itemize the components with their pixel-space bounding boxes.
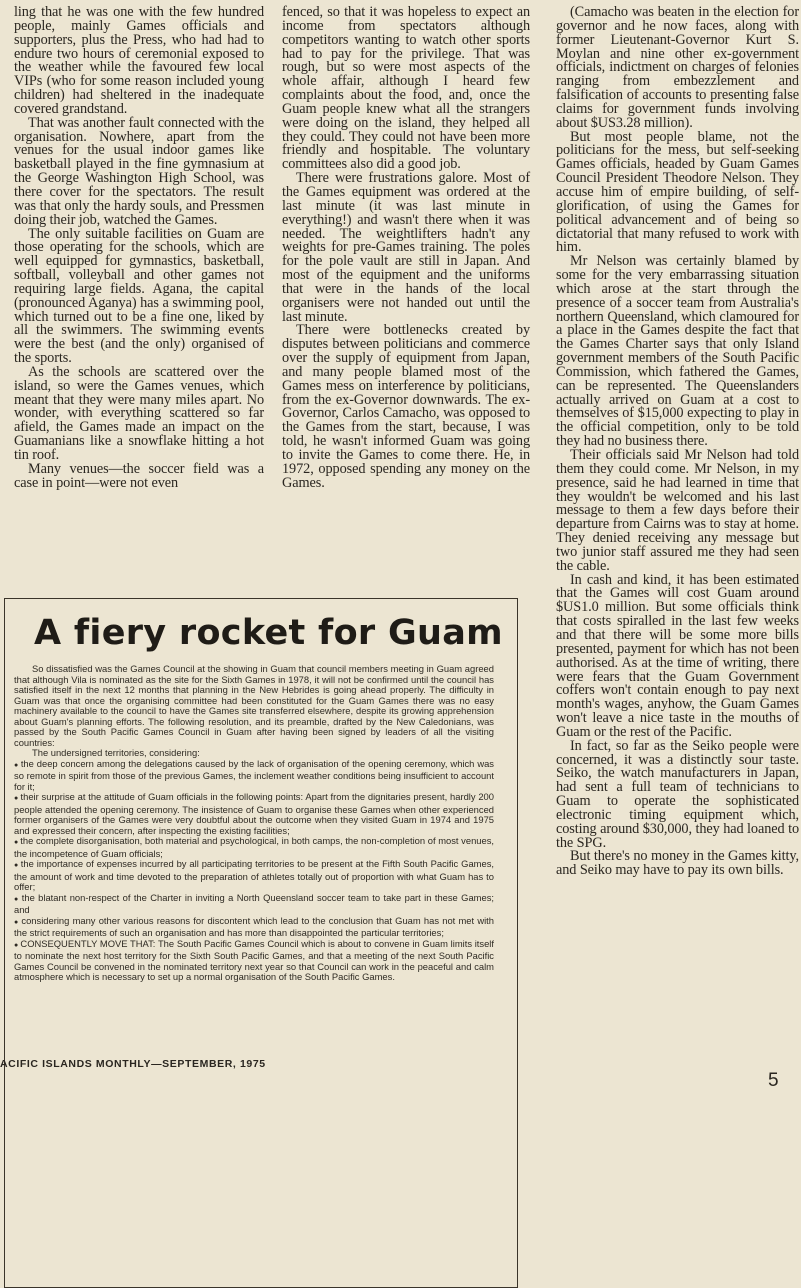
paragraph: ling that he was one with the few hundred people, mainly Games officials and supporters, plus the Press, who had had to endure two hours of ceremonial exposed to the weather while the favoured few local VIPs (who for some reason included young children) had sheltered in the inadequate covered grandstand.: [14, 4, 264, 117]
page-number: 5: [768, 1070, 779, 1091]
boxed-paragraph: The undersigned territories, considering:: [32, 747, 200, 758]
paragraph: The only suitable facilities on Guam are those operating for the schools, which are well equipped for gymnastics, basketball, softball, volleyball and other games not requiring large fields. Agana, the capital (pronounced Aganya) has a swimming pool, which turned out to be a fine one, liked by all the swimmers. The swimming events were the best (and the only) organised of the sports.: [14, 225, 264, 367]
paragraph: That was another fault connected with the organisation. Nowhere, apart from the venues for the usual indoor games like basketball played in the fine gymnasium at the George Washington High School, was there cover for the spectators. The result was that only the hardy souls, and Pressmen doing their job, watched the Games.: [14, 114, 264, 228]
article-column-1: [14, 6, 264, 491]
paragraph: But there's no money in the Games kitty, and Seiko may have to pay its own bills.: [556, 848, 799, 879]
paragraph: There were frustrations galore. Most of the Games equipment was ordered at the last minute (it was last minute in everything!) and wasn't there when it was needed. The weightlifters hadn't any weights for pre-Games training. The poles for the pole vault are still in Japan. And most of the equipment and the uniforms that were in the hands of the local organisers were not handed out until the last minute.: [282, 170, 530, 325]
article-column-3: [556, 6, 799, 878]
resolution-item: ● the complete disorganisation, both material and psychological, in both camps, the non-completion of most venues, the incompetence of Guam officials;: [14, 836, 494, 859]
boxed-paragraph: So dissatisfied was the Games Council at the showing in Guam that council members meeting in Guam agreed that although Vila is nominated as the site for the Sixth Games in 1978, it will not be confirmed until the council has satisfied itself in the next 12 months that planning in the New Hebrides is going ahead properly. The difficulty in Guam was that once the organising committee had been constituted for the Guam Games there was no easy machinery available to the council to have the Games site transferred elsewhere, despite its growing apprehension about Guam's planning efforts. The following resolution, and its preamble, drafted by the New Caledonians, was passed by the South Pacific Games Council in Guam after having been signed by leaders of all the visiting countries:: [14, 663, 494, 748]
paragraph: There were bottlenecks created by disputes between politicians and commerce over the supply of equipment from Japan, and many people blamed most of the Games mess on interference by politicians, from the ex-Governor downwards. The ex-Governor, Carlos Camacho, was opposed to the Games from the start, because, I was told, he wasn't informed Guam was going to invite the Games to come there. He, in 1972, opposed spending any money on the Games.: [282, 322, 530, 491]
paragraph: Many venues—the soccer field was a case in point—were not even: [14, 460, 264, 491]
resolution-item: ● the blatant non-respect of the Charter in inviting a North Queensland soccer team to take part in these Games; and: [14, 893, 494, 916]
resolution-item: ● considering many other various reasons for discontent which lead to the conclusion that Guam has not met with the strict requirements of such an organisation and has more than disappointed the particular territories;: [14, 916, 494, 939]
article-column-2: [282, 6, 530, 491]
paragraph: Mr Nelson was certainly blamed by some for the very embarrassing situation which arose at the start through the presence of a soccer team from Australia's northern Queensland, which clamoured for a place in the Games despite the fact that the Games Charter says that only Island government members of the South Pacific Commission, which fathered the Games, can be represented. The Queenslanders actually arrived on Guam at a cost to themselves of $15,000 expecting to play in the official competition, only to be told they had no business there.: [556, 253, 799, 450]
resolution-item: ● CONSEQUENTLY MOVE THAT: The South Pacific Games Council which is about to convene in Guam limits itself to nominate the next host territory for the Sixth South Pacific Games, and that a meeting of the next South Pacific Games Council be convened in the nominated territory next year so that Council can work in the peaceful and calm atmosphere which is necessary to set up a normal organisation of the South Pacific Games.: [14, 939, 494, 983]
paragraph: As the schools are scattered over the island, so were the Games venues, which meant that they were many miles apart. No wonder, with everything scattered so far afield, the Games made an impact on the Guamanians like a snowflake hitting a hot tin roof.: [14, 363, 264, 463]
paragraph: Their officials said Mr Nelson had told them they could come. Mr Nelson, in my presence, said he had learned in time that they wouldn't be welcomed and his last message to them a few days before their departure from Cairns was to stay at home. They denied receiving any message but two junior staff assured me they had seen the cable.: [556, 447, 799, 574]
boxed-article-body: [14, 664, 494, 983]
resolution-item: ● their surprise at the attitude of Guam officials in the following points: Apart from the dignitaries present, hardly 200 people attended the opening ceremony. The insistence of Guam to organise these Games when other experienced former organisers of the Games were very doubtful about the outcome when they visited Guam in 1974 and 1975 and expressed their concern, after inspecting the existing facilities;: [14, 792, 494, 836]
resolution-item: ● the deep concern among the delegations caused by the lack of organisation of the opening ceremony, which was so remote in spirit from those of the previous Games, the inclement weather conditions being insufficient to account for it;: [14, 759, 494, 793]
paragraph: In fact, so far as the Seiko people were concerned, it was a distinctly sour taste. Seiko, the watch manufacturers in Japan, had sent a full team of technicians to Guam to operate the sophisticated electronic timing equipment which, costing around $30,000, they had loaned to the SPG.: [556, 737, 799, 851]
publication-footer: ACIFIC ISLANDS MONTHLY—SEPTEMBER, 1975: [0, 1058, 266, 1070]
paragraph: In cash and kind, it has been estimated that the Games will cost Guam around $US1.0 million. But some officials think that costs spiralled in the last few weeks and that there will be some more bills presented, payment for which has not been authorised. As at the time of writing, there were fears that the Guam Government coffers won't contain enough to pay next month's wages, anyhow, the Guam Games won't leave a nice taste in the mouths of Guam or the rest of the Pacific.: [556, 571, 799, 740]
paragraph: (Camacho was beaten in the election for governor and he now faces, along with former Lieutenant-Governor Kurt S. Moylan and nine other ex-government officials, indictment on charges of felonies ranging from embezzlement and falsification of accounts to presenting false claims for government funds involving about $US3.28 million).: [556, 4, 799, 131]
resolution-item: ● the importance of expenses incurred by all participating territories to be present at the Fifth South Pacific Games, the amount of work and time devoted to the preparation of athletes totally out of proportion with what Guam has to offer;: [14, 859, 494, 893]
paragraph: But most people blame, not the politicians for the mess, but self-seeking Games officials, headed by Guam Games Council President Theodore Nelson. They accuse him of empire building, of self-glorification, of using the Games for political advancement and of being so dictatorial that many refused to work with him.: [556, 128, 799, 256]
paragraph: fenced, so that it was hopeless to expect an income from spectators although competitors wanting to watch other sports had to pay for the privilege. That was rough, but so were most aspects of the whole affair, although I heard few complaints about the food, and, once the Guam people knew what all the strangers were doing on the island, they helped all they could. They could not have been more friendly and hospitable. The voluntary committees also did a good job.: [282, 4, 530, 173]
boxed-article-headline: A fiery rocket for Guam: [34, 613, 503, 653]
